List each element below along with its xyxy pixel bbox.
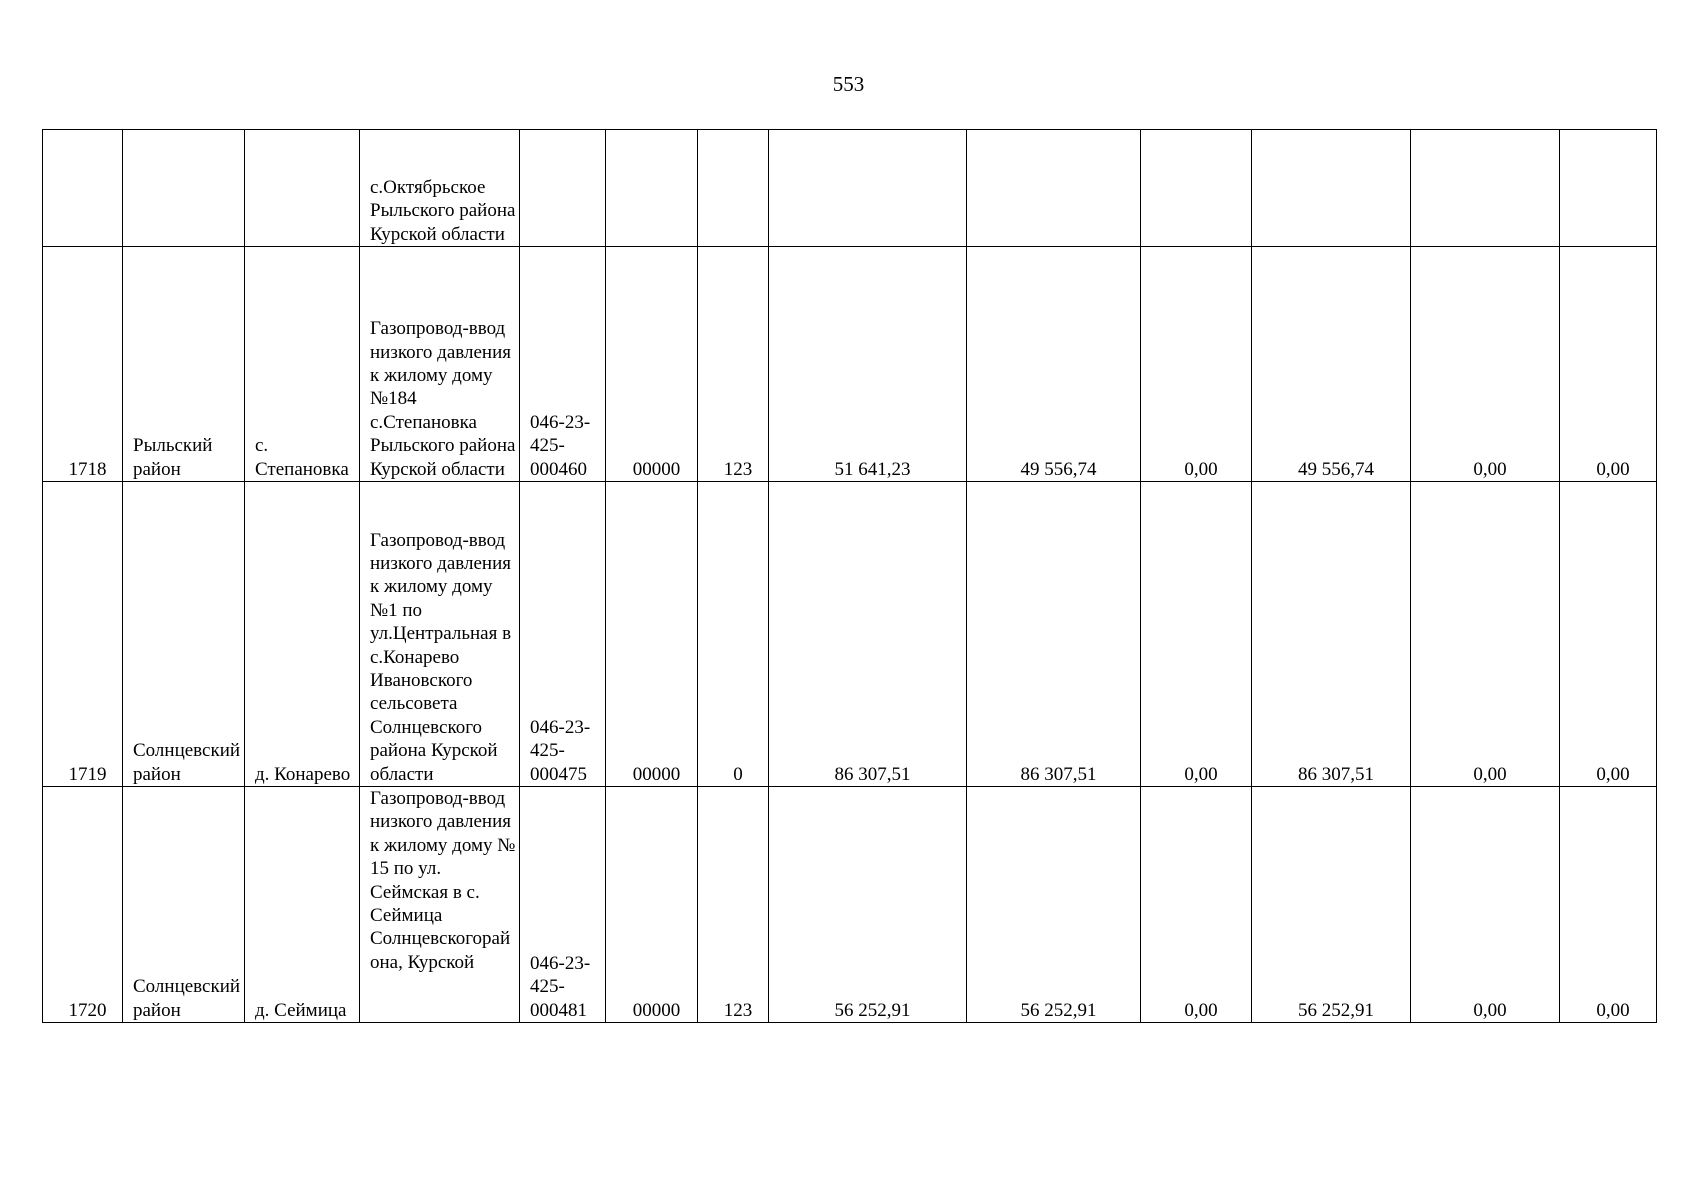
value-cell: 86 307,51 [1252, 482, 1411, 787]
code-cell: 123 [698, 787, 769, 1023]
row-number: 1718 [43, 247, 123, 482]
value-cell: 0,00 [1141, 247, 1252, 482]
table-row [43, 130, 1657, 247]
value-cell: 56 252,91 [967, 787, 1141, 1023]
value-cell: 86 307,51 [967, 482, 1141, 787]
object-name-cell: Газопровод-ввод низкого давления к жилому дому №1 по ул.Центральная в с.Конарево Ивановского сельсовета Солнцевского района Курской области [360, 482, 520, 787]
value-cell: 0,00 [1411, 482, 1560, 787]
value-cell: 0,00 [1141, 482, 1252, 787]
value-cell: 0,00 [1560, 787, 1657, 1023]
table-row [43, 482, 1657, 787]
value-cell [967, 130, 1141, 247]
district-cell: Солнцевский район [123, 482, 245, 787]
value-cell [1411, 130, 1560, 247]
code-cell: 00000 [606, 247, 698, 482]
code-cell: 00000 [606, 787, 698, 1023]
row-number [43, 130, 123, 247]
value-cell [1252, 130, 1411, 247]
district-cell: Рыльский район [123, 247, 245, 482]
cadastral-code-cell: 046-23-425-000460 [520, 247, 606, 482]
settlement-cell [245, 130, 360, 247]
code-cell: 00000 [606, 482, 698, 787]
value-cell [769, 130, 967, 247]
settlement-cell: д. Конарево [245, 482, 360, 787]
table-row [43, 247, 1657, 482]
code-cell [606, 130, 698, 247]
object-name-cell [360, 787, 520, 1023]
table-row [43, 787, 1657, 1023]
row-number: 1719 [43, 482, 123, 787]
value-cell: 49 556,74 [1252, 247, 1411, 482]
value-cell: 0,00 [1411, 787, 1560, 1023]
value-cell: 0,00 [1411, 247, 1560, 482]
code-cell [698, 130, 769, 247]
object-name-cell: с.Октябрьское Рыльского района Курской области [360, 130, 520, 247]
value-cell: 0,00 [1560, 482, 1657, 787]
cadastral-code-cell: 046-23-425-000475 [520, 482, 606, 787]
object-name-text: Газопровод-ввод низкого давления к жилому дому № 15 по ул. Сеймская в с. Сеймица Солнцевскогорайона, Курской [370, 788, 516, 973]
value-cell: 86 307,51 [769, 482, 967, 787]
value-cell: 49 556,74 [967, 247, 1141, 482]
value-cell [1560, 130, 1657, 247]
value-cell: 0,00 [1560, 247, 1657, 482]
cadastral-code-cell [520, 130, 606, 247]
value-cell: 0,00 [1141, 787, 1252, 1023]
code-cell: 123 [698, 247, 769, 482]
value-cell: 51 641,23 [769, 247, 967, 482]
settlement-cell: д. Сеймица [245, 787, 360, 1023]
settlement-cell: с. Степановка [245, 247, 360, 482]
code-cell: 0 [698, 482, 769, 787]
value-cell [1141, 130, 1252, 247]
district-cell: Солнцевский район [123, 787, 245, 1023]
district-cell [123, 130, 245, 247]
row-number: 1720 [43, 787, 123, 1023]
page-number: 553 [832, 72, 865, 96]
value-cell: 56 252,91 [769, 787, 967, 1023]
registry-table [42, 129, 1657, 1023]
cadastral-code-cell: 046-23-425-000481 [520, 787, 606, 1023]
value-cell: 56 252,91 [1252, 787, 1411, 1023]
object-name-cell: Газопровод-ввод низкого давления к жилому дому №184 с.Степановка Рыльского района Курской области [360, 247, 520, 482]
